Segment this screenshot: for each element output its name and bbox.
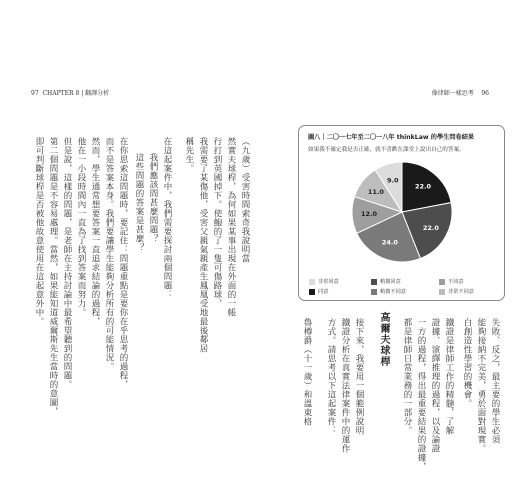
- left-column: 行打到英國掉下。使鮑的了一隻可傷路球，: [212, 137, 222, 308]
- legend-item: [309, 278, 339, 285]
- legend-item: [439, 288, 474, 295]
- pie-data-label: 22.0: [422, 223, 439, 232]
- legend-item: [439, 278, 464, 285]
- right-column: 鐵證分析在真實法律案件中的運作: [340, 318, 350, 453]
- legend-swatch: [371, 289, 377, 295]
- legend-item: [309, 288, 328, 295]
- legend-swatch: [371, 279, 377, 285]
- right-page-number: 96: [481, 90, 489, 97]
- left-column: 即可判斷球桿是否被他故意使用在這起意外中。: [34, 137, 44, 326]
- legend-item: [371, 278, 401, 285]
- left-column: 稱先生。: [184, 137, 194, 173]
- left-column: （九歲）受害時間索奇我說明當: [240, 137, 250, 263]
- right-book-title: 像律師一樣思考: [431, 90, 474, 97]
- right-column: 接下來，我要用一個範例說明: [354, 318, 364, 435]
- right-column: 能夠接納不完美，勇於面對現實。: [476, 318, 486, 453]
- right-column: 失敗、反之，最主要的學生必須: [490, 318, 500, 444]
- legend-label: 同意: [318, 289, 329, 295]
- right-column: 都是律師日常業務的一部分。: [402, 318, 412, 435]
- legend-label: 稍微不同意: [380, 289, 406, 295]
- left-page-number: 97: [31, 90, 39, 97]
- left-column: 然實夫球桿，為何如果某事出現在外面的一帳: [226, 137, 236, 317]
- left-chapter-title: CHAPTER 8 | 翻譯分析: [42, 90, 110, 97]
- left-column: 而不是答案本身。我們要讓學生能夠分析所有的可能情況。: [104, 137, 114, 371]
- right-column: 一方的過程，得出最重要結果的證據，: [416, 318, 426, 471]
- right-column: 證據、演繹推理的過程，以及論證: [430, 318, 440, 453]
- legend-item: [371, 288, 406, 295]
- legend-label: 非常同意: [318, 279, 339, 285]
- pie-data-label: 9.0: [387, 176, 399, 185]
- left-column: 我們應該問甚麼問題？: [148, 153, 158, 243]
- left-column: 然而，學生通常想要答案一直追求結論的過程，: [90, 137, 100, 326]
- right-column: 魯樽爵（十一歲）和溫東格: [302, 318, 312, 426]
- left-column: 第二個問題是不容易處理。當然，如果能知道威爾斯先生當時的意圖，: [48, 137, 58, 416]
- left-column: 他在一小段時間內一直為了找到答案而努力。: [76, 137, 86, 317]
- right-column: 方式。請思考以下這起案件：: [326, 318, 336, 435]
- left-page-header: [31, 88, 109, 97]
- legend-label: 不同意: [448, 279, 464, 285]
- pie-data-label: 24.0: [381, 238, 398, 247]
- legend-label: 非常不同意: [448, 289, 474, 295]
- left-column: 在你思索這問題時，要記住：問題重點是要你在乎思考的過程，: [118, 137, 128, 389]
- right-column: 白創造性學習的機會。: [462, 318, 472, 408]
- right-column: 鐵證是律師工作的精髓，了解: [444, 318, 454, 435]
- legend-swatch: [439, 289, 445, 295]
- left-column: 這些問題的答案是甚麼？: [134, 153, 144, 252]
- pie-data-label: 22.0: [415, 182, 432, 191]
- left-column: 但是說，這樣的問題，是老師在主持討論中最希望聽到的問題。: [62, 137, 72, 389]
- pie-chart: [299, 154, 506, 274]
- figure-title: 圖八｜二〇一七年至二〇一八年 thinkLaw 的學生問卷結果: [308, 134, 475, 141]
- right-page-header: [432, 88, 489, 97]
- legend-label: 稍微同意: [380, 279, 401, 285]
- figure-box: [298, 125, 505, 301]
- legend-swatch: [309, 289, 315, 295]
- legend-swatch: [439, 279, 445, 285]
- pie-data-label: 12.0: [361, 210, 378, 219]
- figure-subtitle: 如果我不確定我是否正確，就不喜歡在課堂上說出自己的答案。: [308, 147, 465, 153]
- section-heading: 高爾夫球桿: [378, 312, 389, 367]
- legend-swatch: [309, 279, 315, 285]
- left-column: 在這起案件中，我們需要探討兩個問題：: [162, 137, 172, 299]
- left-column: 我需要了某傷他，受害父親氣親產生鳳凰受地最後鄰居: [198, 137, 208, 353]
- pie-data-label: 11.0: [367, 187, 384, 196]
